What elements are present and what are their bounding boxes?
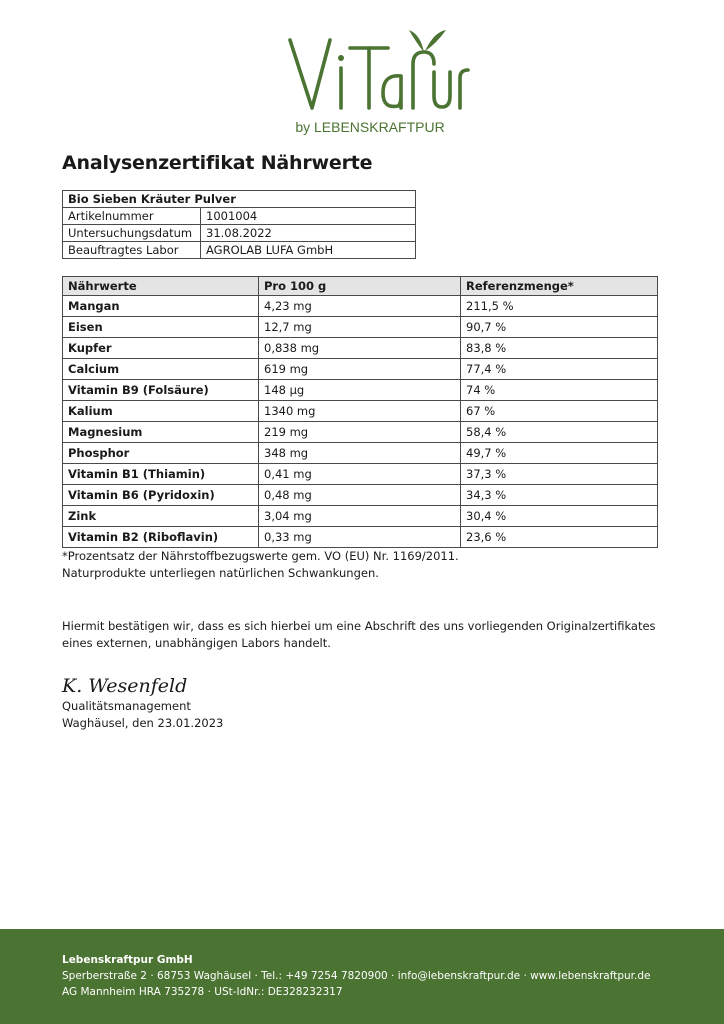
nutrient-header-row — [63, 277, 658, 296]
nutrient-amount: 348 mg — [259, 443, 461, 464]
nutrient-amount: 0,33 mg — [259, 527, 461, 548]
info-label: Untersuchungsdatum — [63, 225, 201, 242]
nutrient-name: Calcium — [63, 359, 259, 380]
signature-graphic — [60, 670, 200, 700]
nutrient-row — [63, 506, 658, 527]
nutrient-reference: 23,6 % — [461, 527, 658, 548]
nutrient-amount: 0,838 mg — [259, 338, 461, 359]
nutrient-name: Kalium — [63, 401, 259, 422]
confirmation-statement: Hiermit bestätigen wir, dass es sich hierbei um eine Abschrift des uns vorliegenden Originalzertifikates eines externen, unabhängigen Labors handelt. — [62, 619, 656, 650]
handwritten-signature — [60, 670, 200, 700]
company-footer — [0, 929, 724, 1024]
signature-text: K. Wesenfeld — [62, 675, 188, 697]
nutrient-reference: 67 % — [461, 401, 658, 422]
nutrient-row — [63, 464, 658, 485]
nutrient-reference: 37,3 % — [461, 464, 658, 485]
info-value: 1001004 — [201, 208, 416, 225]
product-info-row — [63, 208, 416, 225]
nutrient-row — [63, 401, 658, 422]
info-value: 31.08.2022 — [201, 225, 416, 242]
nutrient-reference: 58,4 % — [461, 422, 658, 443]
nutrient-table — [62, 276, 658, 548]
nutrient-reference: 90,7 % — [461, 317, 658, 338]
footer-address: Sperberstraße 2 · 68753 Waghäusel · Tel.: +49 7254 7820900 · info@lebenskraftpur.de · www.lebenskraftpur.de — [62, 970, 651, 982]
nutrient-name: Magnesium — [63, 422, 259, 443]
nutrient-amount: 148 µg — [259, 380, 461, 401]
nutrient-name: Vitamin B9 (Folsäure) — [63, 380, 259, 401]
nutrient-reference: 77,4 % — [461, 359, 658, 380]
nutrient-amount: 0,41 mg — [259, 464, 461, 485]
header-reference: Referenzmenge* — [461, 277, 658, 296]
nutrient-row — [63, 422, 658, 443]
brand-logo — [270, 16, 470, 140]
info-label: Artikelnummer — [63, 208, 201, 225]
nutrient-amount: 619 mg — [259, 359, 461, 380]
nutrient-name: Kupfer — [63, 338, 259, 359]
nutrient-name: Zink — [63, 506, 259, 527]
nutrient-name: Vitamin B6 (Pyridoxin) — [63, 485, 259, 506]
nutrient-name: Eisen — [63, 317, 259, 338]
vitapur-logo-graphic — [270, 16, 470, 140]
product-name: Bio Sieben Kräuter Pulver — [63, 191, 416, 208]
nutrient-row — [63, 485, 658, 506]
nutrient-reference: 83,8 % — [461, 338, 658, 359]
place-and-date: Waghäusel, den 23.01.2023 — [62, 716, 224, 730]
nutrient-reference: 211,5 % — [461, 296, 658, 317]
nutrient-reference: 34,3 % — [461, 485, 658, 506]
signature-role: Qualitätsmanagement — [62, 699, 191, 713]
page-title: Analysenzertifikat Nährwerte — [62, 152, 373, 174]
product-info-table — [62, 190, 416, 259]
nutrient-name: Mangan — [63, 296, 259, 317]
nutrient-row — [63, 359, 658, 380]
nutrient-row — [63, 296, 658, 317]
nutrient-row — [63, 317, 658, 338]
footer-registry: AG Mannheim HRA 735278 · USt-IdNr.: DE328232317 — [62, 986, 343, 998]
info-value: AGROLAB LUFA GmbH — [201, 242, 416, 259]
product-name-row — [63, 191, 416, 208]
logo-byline: by LEBENSKRAFTPUR — [295, 119, 445, 135]
nutrient-rows — [63, 296, 658, 548]
nutrient-row — [63, 338, 658, 359]
info-label: Beauftragtes Labor — [63, 242, 201, 259]
footer-company: Lebenskraftpur GmbH — [62, 954, 193, 966]
header-per-100g: Pro 100 g — [259, 277, 461, 296]
nutrient-reference: 30,4 % — [461, 506, 658, 527]
nutrient-row — [63, 380, 658, 401]
nutrient-row — [63, 527, 658, 548]
product-info-row — [63, 242, 416, 259]
header-nutrient: Nährwerte — [63, 277, 259, 296]
nutrient-reference: 74 % — [461, 380, 658, 401]
nutrient-name: Vitamin B2 (Riboflavin) — [63, 527, 259, 548]
nutrient-name: Vitamin B1 (Thiamin) — [63, 464, 259, 485]
nutrient-amount: 219 mg — [259, 422, 461, 443]
nutrient-amount: 12,7 mg — [259, 317, 461, 338]
nutrient-amount: 0,48 mg — [259, 485, 461, 506]
footnote-reference: *Prozentsatz der Nährstoffbezugswerte gem. VO (EU) Nr. 1169/2011. — [62, 549, 459, 563]
footnote-variation: Naturprodukte unterliegen natürlichen Schwankungen. — [62, 566, 379, 580]
nutrient-reference: 49,7 % — [461, 443, 658, 464]
nutrient-amount: 4,23 mg — [259, 296, 461, 317]
nutrient-amount: 3,04 mg — [259, 506, 461, 527]
nutrient-name: Phosphor — [63, 443, 259, 464]
product-info-row — [63, 225, 416, 242]
nutrient-row — [63, 443, 658, 464]
nutrient-amount: 1340 mg — [259, 401, 461, 422]
